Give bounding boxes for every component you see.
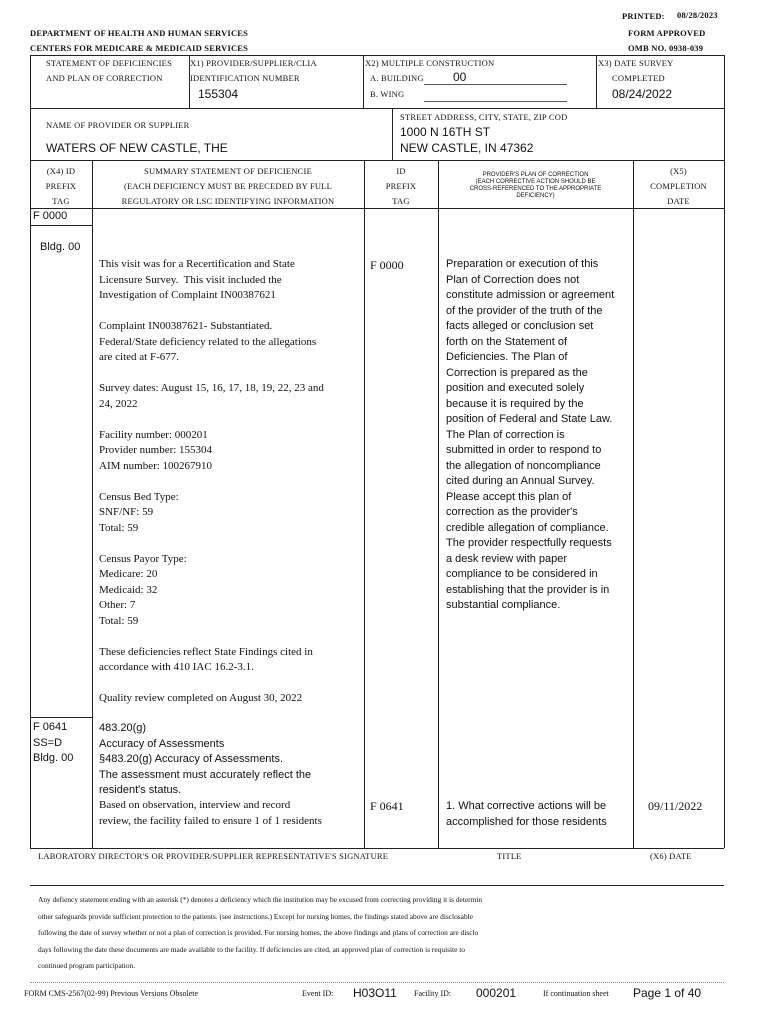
text-line <box>99 474 324 490</box>
text-line: F 0641 <box>33 721 68 733</box>
page-number: Page 1 of 40 <box>633 986 702 1000</box>
entry1-summary <box>99 257 324 707</box>
event-id-value: H03O11 <box>353 986 397 1000</box>
text-line: Any defiency statement ending with an asterisk (*) denotes a deficiency which the institution may be excused from correcting providing it is determin <box>38 895 483 904</box>
text-line: Deficiencies. The Plan of <box>446 351 568 363</box>
wing-label: B. WING <box>370 89 405 99</box>
text-line: SNF/NF: 59 <box>99 506 154 518</box>
form-number: FORM CMS-2567(02-99) Previous Versions Obsolete <box>24 989 199 998</box>
text-line: Census Bed Type: <box>99 490 179 503</box>
entry2-tag <box>33 720 73 767</box>
id-header-1: ID <box>396 166 406 176</box>
centers-title: CENTERS FOR MEDICARE & MEDICAID SERVICES <box>30 43 249 53</box>
text-line: credible allegation of compliance. <box>446 521 609 534</box>
text-line: SS=D <box>33 736 63 749</box>
text-line: Provider number: 155304 <box>99 444 213 456</box>
entry2-plan <box>446 799 607 830</box>
text-line: 483.20(g) <box>99 722 147 734</box>
summary-header-2: (EACH DEFICIENCY MUST BE PRECEDED BY FULL <box>123 181 333 191</box>
text-line: Facility number: 000201 <box>99 428 208 441</box>
text-line: The assessment must accurately reflect the <box>99 768 312 781</box>
text-line: position of Federal and State Law. <box>446 413 613 425</box>
text-line: The provider respectfully requests <box>446 537 612 549</box>
text-line: Medicare: 20 <box>99 568 158 580</box>
text-line: facts alleged or conclusion set <box>446 320 594 332</box>
date-survey-value: 08/24/2022 <box>612 87 673 101</box>
printed-label: PRINTED: <box>622 11 665 21</box>
text-line: The Plan of correction is <box>446 428 565 441</box>
text-line: correction as the provider's <box>446 506 578 518</box>
text-line: constitute admission or agreement <box>446 289 615 301</box>
text-line: Complaint IN00387621- Substantiated. <box>99 320 273 332</box>
text-line: a desk review with paper <box>446 552 568 565</box>
x5-header-3: DATE <box>667 196 690 206</box>
x5-header-1: (X5) <box>670 166 687 176</box>
date-survey-label-2: COMPLETED <box>612 73 665 83</box>
facility-id-label: Facility ID: <box>414 989 452 998</box>
text-line: position and executed solely <box>446 382 585 394</box>
text-line: cited during an Annual Survey. <box>446 475 595 487</box>
text-line: Federal/State deficiency related to the allegations <box>99 335 317 348</box>
text-line: Plan of Correction does not <box>446 273 580 286</box>
text-line: Survey dates: August 15, 16, 17, 18, 19, 22, 23 and <box>99 382 324 394</box>
text-line: Accuracy of Assessments <box>99 737 225 750</box>
text-line <box>99 629 324 645</box>
text-line: forth on the Statement of <box>446 335 568 348</box>
text-line: AIM number: 100267910 <box>99 459 213 472</box>
id-header-3: TAG <box>392 196 410 206</box>
text-line <box>99 304 324 320</box>
text-line: accordance with 410 IAC 16.2-3.1. <box>99 661 254 673</box>
summary-header-3: REGULATORY OR LSC IDENTIFYING INFORMATION <box>121 196 335 206</box>
entry2-right-tag: F 0641 <box>370 799 404 813</box>
text-line: Based on observation, interview and record <box>99 799 291 811</box>
text-line: Correction is prepared as the <box>446 366 588 379</box>
date-label: (X6) DATE <box>650 851 692 861</box>
building-value: 00 <box>453 70 467 84</box>
x4-header-3: TAG <box>52 196 70 206</box>
text-line: Total: 59 <box>99 521 139 534</box>
entry1-bldg: Bldg. 00 <box>40 241 81 253</box>
text-line: Licensure Survey. This visit included the <box>99 273 282 286</box>
text-line: accomplished for those residents <box>446 815 607 828</box>
text-line: following the date of survey whether or not a plan of correction is provided. For nursing homes, the above findings and plans of correction are disclo <box>38 928 479 938</box>
text-line: Medicaid: 32 <box>99 583 158 596</box>
omb-number: OMB NO. 0938-039 <box>628 43 704 53</box>
department-title: DEPARTMENT OF HEALTH AND HUMAN SERVICES <box>30 28 249 38</box>
text-line: Total: 59 <box>99 614 139 627</box>
text-line <box>99 412 324 428</box>
provider-name-label: NAME OF PROVIDER OR SUPPLIER <box>46 120 190 130</box>
x5-header-2: COMPLETION <box>650 181 707 191</box>
summary-header-1: SUMMARY STATEMENT OF DEFICIENCIE <box>144 166 312 176</box>
text-line <box>99 536 324 552</box>
provider-id-label-1: X1) PROVIDER/SUPPLIER/CLIA <box>190 58 317 68</box>
text-line: are cited at F-677. <box>99 351 180 363</box>
text-line <box>99 366 324 382</box>
form-approved: FORM APPROVED <box>628 28 706 38</box>
text-line: submitted in order to respond to <box>446 444 602 456</box>
text-line: Other: 7 <box>99 599 136 611</box>
entry2-summary-text <box>99 798 322 829</box>
continuation-label: If continuation sheet <box>543 989 609 998</box>
text-line: Please accept this plan of <box>446 490 572 503</box>
statement-label-1: STATEMENT OF DEFICIENCIES <box>46 58 173 68</box>
date-survey-label-1: X3) DATE SURVEY <box>598 58 674 68</box>
text-line: compliance to be considered in <box>446 568 598 580</box>
text-line: resident's status. <box>99 784 182 796</box>
text-line: review, the facility failed to ensure 1 of 1 residents <box>99 814 322 827</box>
text-line: continued program participation. <box>38 961 136 971</box>
text-line <box>99 676 324 692</box>
text-line: establishing that the provider is in <box>446 583 610 596</box>
address-label: STREET ADDRESS, CITY, STATE, ZIP COD <box>400 112 568 122</box>
text-line: Quality review completed on August 30, 2022 <box>99 692 303 704</box>
text-line: Preparation or execution of this <box>446 258 599 270</box>
printed-date: 08/28/2023 <box>677 10 718 20</box>
provider-name-value: WATERS OF NEW CASTLE, THE <box>46 141 228 155</box>
signature-label: LABORATORY DIRECTOR'S OR PROVIDER/SUPPLIER REPRESENTATIVE'S SIGNATURE <box>38 851 389 861</box>
building-label: A. BUILDING <box>370 73 424 83</box>
id-header-2: PREFIX <box>385 181 417 191</box>
text-line: §483.20(g) Accuracy of Assessments. <box>99 753 284 765</box>
plan-header: PROVIDER'S PLAN OF CORRECTION (EACH CORRECTIVE ACTION SHOULD BE CROSS-REFERENCED TO THE APPROPRIATE DEFICIENCY) <box>469 172 602 199</box>
text-line: This visit was for a Recertification and State <box>99 258 295 270</box>
x4-header-2: PREFIX <box>45 181 77 191</box>
text-line: Bldg. 00 <box>33 752 74 764</box>
text-line: 1. What corrective actions will be <box>446 800 607 812</box>
provider-id-label-2: IDENTIFICATION NUMBER <box>190 73 300 83</box>
text-line: 24, 2022 <box>99 397 138 410</box>
address-line-1: 1000 N 16TH ST <box>400 125 491 139</box>
event-id-label: Event ID: <box>302 989 334 998</box>
statement-label-2: AND PLAN OF CORRECTION <box>46 73 163 83</box>
x4-header-1: (X4) ID <box>46 166 76 176</box>
text-line: of the provider of the truth of the <box>446 304 603 317</box>
text-line: Census Payor Type: <box>99 552 187 565</box>
provider-id-value: 155304 <box>198 87 239 101</box>
text-line: substantial compliance. <box>446 599 561 611</box>
facility-id-value: 000201 <box>476 986 517 1000</box>
text-line: the allegation of noncompliance <box>446 459 601 472</box>
text-line: other safeguards provide sufficient protection to the patients. (see instructions.) Except for nursing homes, the findings stated above are disclosable <box>38 911 473 921</box>
title-label: TITLE <box>497 851 522 861</box>
multiple-construction-label: X2) MULTIPLE CONSTRUCTION <box>365 58 495 68</box>
entry1-plan <box>446 257 614 614</box>
address-line-2: NEW CASTLE, IN 47362 <box>400 141 534 155</box>
entry2-completion-date: 09/11/2022 <box>648 799 703 813</box>
entry1-right-tag: F 0000 <box>370 258 404 272</box>
disclaimer-text <box>38 892 728 975</box>
entry1-tag: F 0000 <box>33 210 68 222</box>
text-line: days following the date these documents are made available to the facility. If deficiencies are cited, an approved plan of correction is requisite to <box>38 944 465 954</box>
text-line: These deficiencies reflect State Findings cited in <box>99 645 313 658</box>
entry2-summary-heading <box>99 721 311 799</box>
text-line: Investigation of Complaint IN00387621 <box>99 289 276 301</box>
text-line: because it is required by the <box>446 397 584 410</box>
